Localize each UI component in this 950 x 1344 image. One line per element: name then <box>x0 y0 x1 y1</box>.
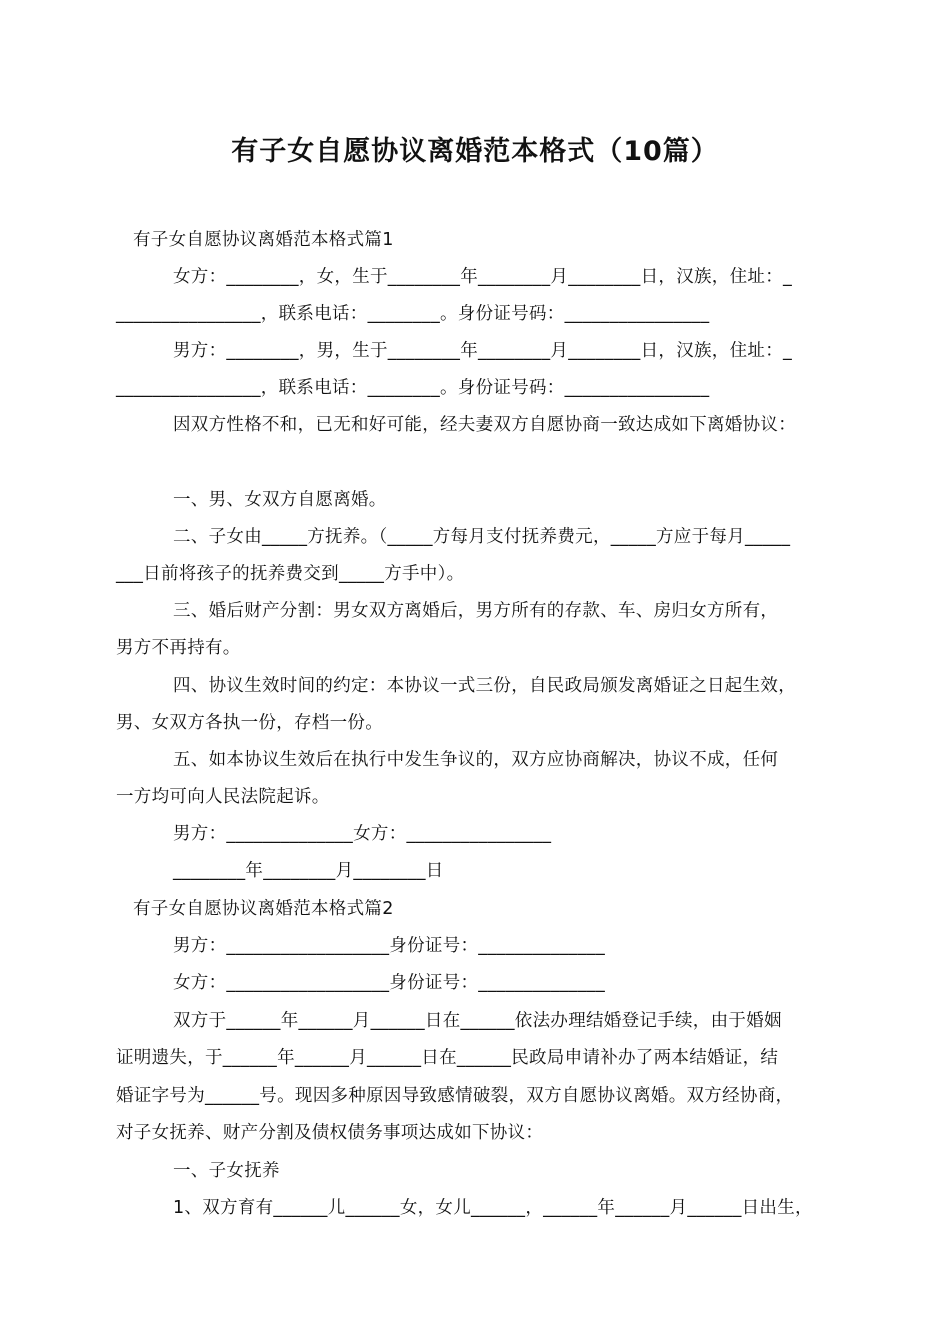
paragraph-line: 女方：________，女，生于________年________月________日，汉族，住址：_ <box>173 267 793 287</box>
signature-line: 男方：______________女方：________________ <box>173 824 552 844</box>
section-heading-2: 有子女自愿协议离婚范本格式篇2 <box>133 899 394 919</box>
clause-line: 一方均可向人民法院起诉。 <box>116 787 330 807</box>
paragraph-line: ________________，联系电话：________。身份证号码：________________ <box>116 304 710 324</box>
paragraph-line: 男方：__________________身份证号：______________ <box>173 936 605 956</box>
paragraph-line: 对子女抚养、财产分割及债权债务事项达成如下协议： <box>116 1123 544 1143</box>
paragraph-line: ________________，联系电话：________。身份证号码：________________ <box>116 378 710 398</box>
document-title: 有子女自愿协议离婚范本格式（10篇） <box>231 136 719 167</box>
clause-line: 一、子女抚养 <box>173 1161 280 1181</box>
clause-line: 男、女双方各执一份，存档一份。 <box>116 713 383 733</box>
clause-line: ___日前将孩子的抚养费交到_____方手中）。 <box>116 564 465 584</box>
clause-line: 四、协议生效时间的约定：本协议一式三份，自民政局颁发离婚证之日起生效， <box>173 676 796 696</box>
paragraph-line: 女方：__________________身份证号：______________ <box>173 973 605 993</box>
clause-line: 1、双方育有______儿______女，女儿______，______年______月______日出生， <box>173 1198 813 1218</box>
paragraph-line: 婚证字号为______号。现因多种原因导致感情破裂，双方自愿协议离婚。双方经协商， <box>116 1086 794 1106</box>
section-heading-1: 有子女自愿协议离婚范本格式篇1 <box>133 230 394 250</box>
paragraph-line: 证明遗失，于______年______月______日在______民政局申请补办了两本结婚证，结 <box>116 1048 779 1068</box>
clause-line: 三、婚后财产分割：男女双方离婚后，男方所有的存款、车、房归女方所有， <box>173 601 779 621</box>
date-line: ________年________月________日 <box>173 861 444 881</box>
paragraph-line: 因双方性格不和，已无和好可能，经夫妻双方自愿协商一致达成如下离婚协议： <box>173 415 796 435</box>
clause-line: 二、子女由_____方抚养。（_____方每月支付抚养费元，_____方应于每月_____ <box>173 527 791 547</box>
clause-line: 一、男、女双方自愿离婚。 <box>173 490 387 510</box>
paragraph-line: 男方：________，男，生于________年________月________日，汉族，住址：_ <box>173 341 793 361</box>
paragraph-line: 双方于______年______月______日在______依法办理结婚登记手续，由于婚姻 <box>173 1011 782 1031</box>
clause-line: 男方不再持有。 <box>116 638 241 658</box>
clause-line: 五、如本协议生效后在执行中发生争议的，双方应协商解决，协议不成，任何 <box>173 750 779 770</box>
